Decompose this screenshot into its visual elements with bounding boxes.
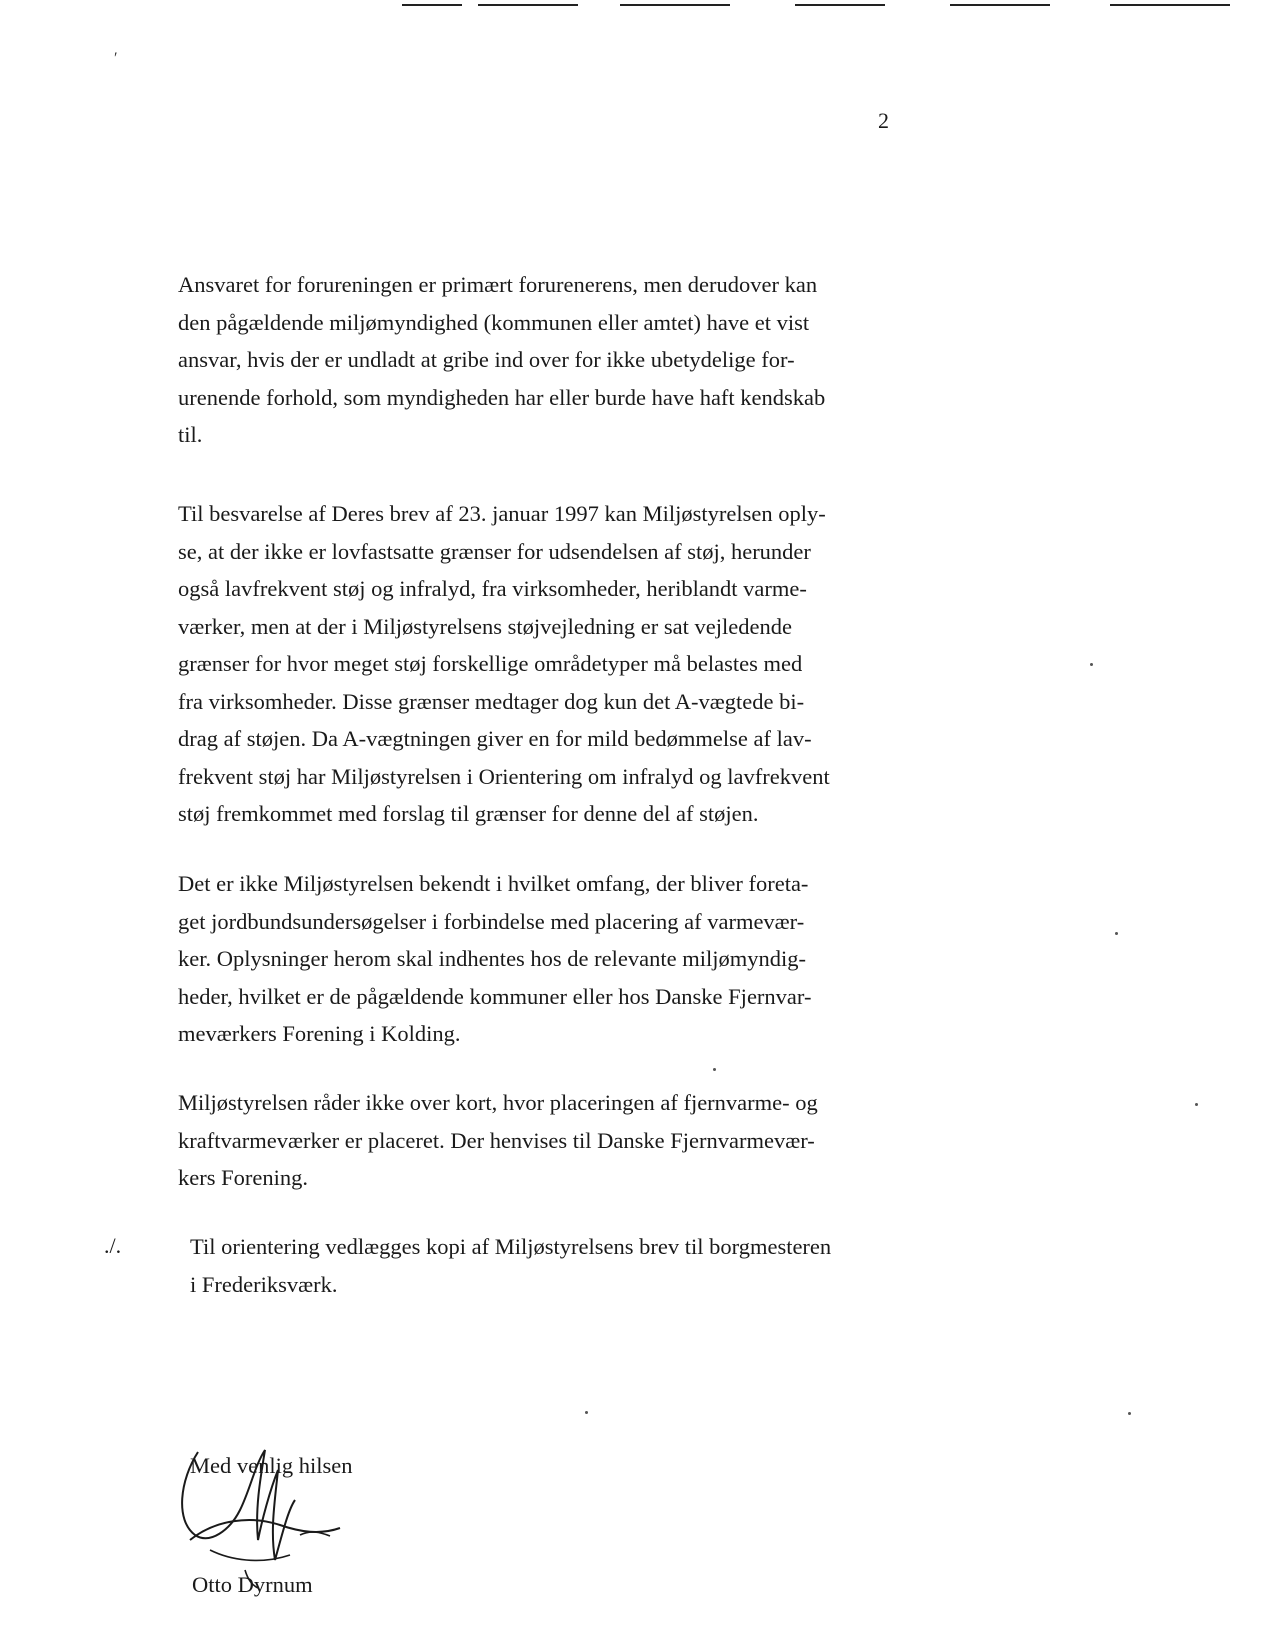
scan-speck [585, 1411, 588, 1414]
paragraph-enclosure [190, 1228, 930, 1303]
text-line: Miljøstyrelsen råder ikke over kort, hvor placeringen af fjernvarme- og [178, 1090, 818, 1115]
page-number: 2 [878, 108, 889, 133]
paragraph-maps [178, 1084, 918, 1197]
scan-speck [1090, 663, 1093, 666]
text-line: urenende forhold, som myndigheden har eller burde have haft kendskab [178, 384, 826, 410]
scan-speck [1115, 932, 1118, 935]
closing-salutation: Med venlig hilsen [190, 1453, 353, 1478]
text-line: meværkers Forening i Kolding. [178, 1021, 461, 1046]
text-line: kers Forening. [178, 1165, 308, 1190]
scan-artifact-line [620, 4, 730, 6]
scan-artifact-line [478, 4, 578, 6]
text-line: Til besvarelse af Deres brev af 23. januar 1997 kan Miljøstyrelsen oply- [178, 501, 826, 526]
text-line: til. [178, 422, 203, 447]
text-line: se, at der ikke er lovfastsatte grænser for udsendelsen af støj, herunder [178, 538, 811, 564]
text-line: ansvar, hvis der er undladt at gribe ind over for ikke ubetydelige for- [178, 347, 795, 372]
scan-speck [713, 1068, 716, 1071]
scan-speck [1195, 1103, 1198, 1106]
scan-artifact-line [1110, 4, 1230, 6]
signer-name: Otto Dyrnum [192, 1572, 313, 1597]
text-line: kraftvarmeværker er placeret. Der henvises til Danske Fjernvarmevær- [178, 1127, 815, 1153]
handwritten-signature [170, 1440, 370, 1590]
text-line: fra virksomheder. Disse grænser medtager dog kun det A-vægtede bi- [178, 688, 805, 714]
scan-artifact-line [402, 4, 462, 6]
text-line: frekvent støj har Miljøstyrelsen i Orientering om infralyd og lavfrekvent [178, 763, 830, 789]
scan-artifact-line [950, 4, 1050, 6]
text-line: også lavfrekvent støj og infralyd, fra virksomheder, heriblandt varme- [178, 576, 807, 601]
text-line: Det er ikke Miljøstyrelsen bekendt i hvilket omfang, der bliver foreta- [178, 871, 809, 896]
paragraph-noise-limits [178, 495, 918, 833]
scan-speck [1128, 1412, 1131, 1415]
text-line: ker. Oplysninger herom skal indhentes hos de relevante miljømyndig- [178, 946, 806, 971]
text-line: grænser for hvor meget støj forskellige områdetyper må belastes med [178, 651, 803, 676]
attachment-marker: ./. [104, 1233, 122, 1258]
text-line: i Frederiksværk. [190, 1271, 338, 1297]
paragraph-soil-surveys [178, 865, 918, 1053]
text-line: den pågældende miljømyndighed (kommunen eller amtet) have et vist [178, 309, 810, 335]
text-line: Til orientering vedlægges kopi af Miljøstyrelsens brev til borgmesteren [190, 1234, 832, 1259]
text-line: støj fremkommet med forslag til grænser for denne del af støjen. [178, 801, 759, 826]
text-line: heder, hvilket er de pågældende kommuner eller hos Danske Fjernvar- [178, 983, 812, 1009]
text-line: værker, men at der i Miljøstyrelsens støjvejledning er sat vejledende [178, 613, 792, 639]
scan-artifact-line [795, 4, 885, 6]
text-line: Ansvaret for forureningen er primært forurenerens, men derudover kan [178, 272, 818, 297]
stray-mark: ′ [114, 50, 118, 67]
text-line: drag af støjen. Da A-vægtningen giver en for mild bedømmelse af lav- [178, 726, 812, 751]
text-line: get jordbundsundersøgelser i forbindelse med placering af varmevær- [178, 908, 805, 934]
paragraph-responsibility [178, 266, 918, 454]
